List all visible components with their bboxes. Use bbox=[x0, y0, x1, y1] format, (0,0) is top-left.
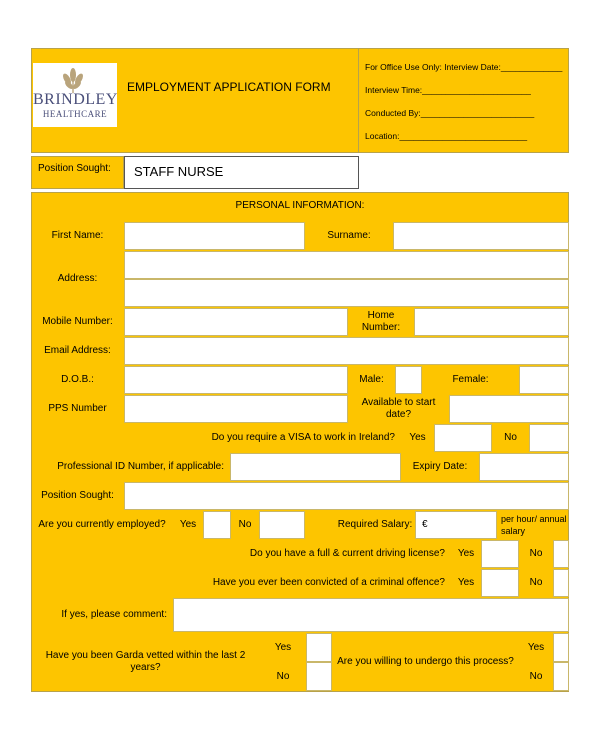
salary-field[interactable]: € bbox=[415, 511, 497, 539]
address-field-line1[interactable] bbox=[124, 251, 569, 279]
dob-field[interactable] bbox=[124, 366, 348, 394]
licence-question: Do you have a full & current driving license? bbox=[249, 548, 445, 559]
company-logo bbox=[33, 63, 117, 127]
process-no-checkbox[interactable] bbox=[553, 662, 569, 691]
visa-no-label: No bbox=[504, 432, 517, 443]
available-label: Available to start date? bbox=[361, 397, 436, 420]
convicted-no-checkbox[interactable] bbox=[553, 569, 569, 597]
pps-field[interactable] bbox=[124, 395, 348, 423]
employed-yes-label: Yes bbox=[179, 519, 197, 530]
position-sought2-field[interactable] bbox=[124, 482, 569, 510]
professional-id-label: Professional ID Number, if applicable: bbox=[57, 461, 224, 472]
address-label: Address: bbox=[57, 273, 98, 284]
form-title: EMPLOYMENT APPLICATION FORM bbox=[127, 80, 331, 94]
header-divider bbox=[358, 48, 359, 153]
email-label: Email Address: bbox=[44, 345, 111, 356]
address-field-line2[interactable] bbox=[124, 279, 569, 307]
male-label: Male: bbox=[359, 374, 384, 385]
available-field[interactable] bbox=[449, 395, 569, 423]
licence-no-checkbox[interactable] bbox=[553, 540, 569, 568]
employed-yes-checkbox[interactable] bbox=[203, 511, 231, 539]
pps-label: PPS Number bbox=[48, 403, 107, 414]
position-sought-label: Position Sought: bbox=[31, 156, 124, 189]
convicted-yes-checkbox[interactable] bbox=[481, 569, 519, 597]
garda-no-checkbox[interactable] bbox=[306, 662, 332, 691]
office-conducted-by: Conducted By:________________________ bbox=[365, 108, 535, 118]
position-sought-value[interactable]: STAFF NURSE bbox=[124, 156, 359, 189]
per-hour-label: per hour/ annual salary bbox=[501, 514, 567, 536]
convicted-yes-label: Yes bbox=[457, 577, 475, 588]
email-field[interactable] bbox=[124, 337, 569, 365]
surname-label: Surname: bbox=[327, 230, 371, 241]
mobile-field[interactable] bbox=[124, 308, 348, 336]
female-checkbox[interactable] bbox=[519, 366, 569, 394]
licence-no-label: No bbox=[529, 548, 543, 559]
home-number-field[interactable] bbox=[414, 308, 569, 336]
visa-question: Do you require a VISA to work in Ireland? bbox=[211, 432, 395, 443]
first-name-label: First Name: bbox=[51, 230, 104, 241]
comment-label: If yes, please comment: bbox=[61, 609, 167, 620]
home-number-label: Home Number: bbox=[361, 310, 401, 333]
professional-id-field[interactable] bbox=[230, 453, 401, 481]
comment-field[interactable] bbox=[173, 598, 569, 632]
visa-yes-checkbox[interactable] bbox=[434, 424, 492, 452]
licence-yes-checkbox[interactable] bbox=[481, 540, 519, 568]
employed-no-checkbox[interactable] bbox=[259, 511, 305, 539]
convicted-question: Have you ever been convicted of a criminal offence? bbox=[212, 577, 445, 588]
garda-no-label: No bbox=[276, 670, 290, 682]
personal-info-title: PERSONAL INFORMATION: bbox=[235, 200, 365, 211]
licence-yes-label: Yes bbox=[457, 548, 475, 559]
office-location: Location:___________________________ bbox=[365, 131, 528, 141]
process-yes-checkbox[interactable] bbox=[553, 633, 569, 662]
office-interview-time: Interview Time:_______________________ bbox=[365, 85, 531, 95]
salary-label: Required Salary: bbox=[337, 519, 413, 530]
visa-yes-label: Yes bbox=[409, 432, 426, 443]
process-yes-label: Yes bbox=[527, 641, 545, 653]
convicted-no-label: No bbox=[529, 577, 543, 588]
mobile-label: Mobile Number: bbox=[42, 316, 113, 327]
employed-no-label: No bbox=[238, 519, 252, 530]
garda-yes-checkbox[interactable] bbox=[306, 633, 332, 662]
expiry-label: Expiry Date: bbox=[412, 461, 468, 472]
visa-no-checkbox[interactable] bbox=[529, 424, 569, 452]
dob-label: D.O.B.: bbox=[61, 374, 94, 385]
employed-question: Are you currently employed? bbox=[38, 519, 166, 530]
surname-field[interactable] bbox=[393, 222, 569, 250]
female-label: Female: bbox=[452, 374, 489, 385]
office-interview-date: For Office Use Only: Interview Date:_____________ bbox=[365, 62, 563, 72]
garda-question: Have you been Garda vetted within the last 2 years? bbox=[45, 650, 246, 673]
male-checkbox[interactable] bbox=[395, 366, 422, 394]
garda-yes-label: Yes bbox=[274, 641, 292, 653]
position-sought2-label: Position Sought: bbox=[41, 490, 114, 501]
process-no-label: No bbox=[529, 670, 543, 682]
logo-brindley: BRINDLEY bbox=[33, 91, 118, 108]
expiry-field[interactable] bbox=[479, 453, 569, 481]
logo-healthcare: HEALTHCARE bbox=[42, 109, 108, 119]
process-question: Are you willing to undergo this process? bbox=[337, 656, 514, 667]
first-name-field[interactable] bbox=[124, 222, 305, 250]
